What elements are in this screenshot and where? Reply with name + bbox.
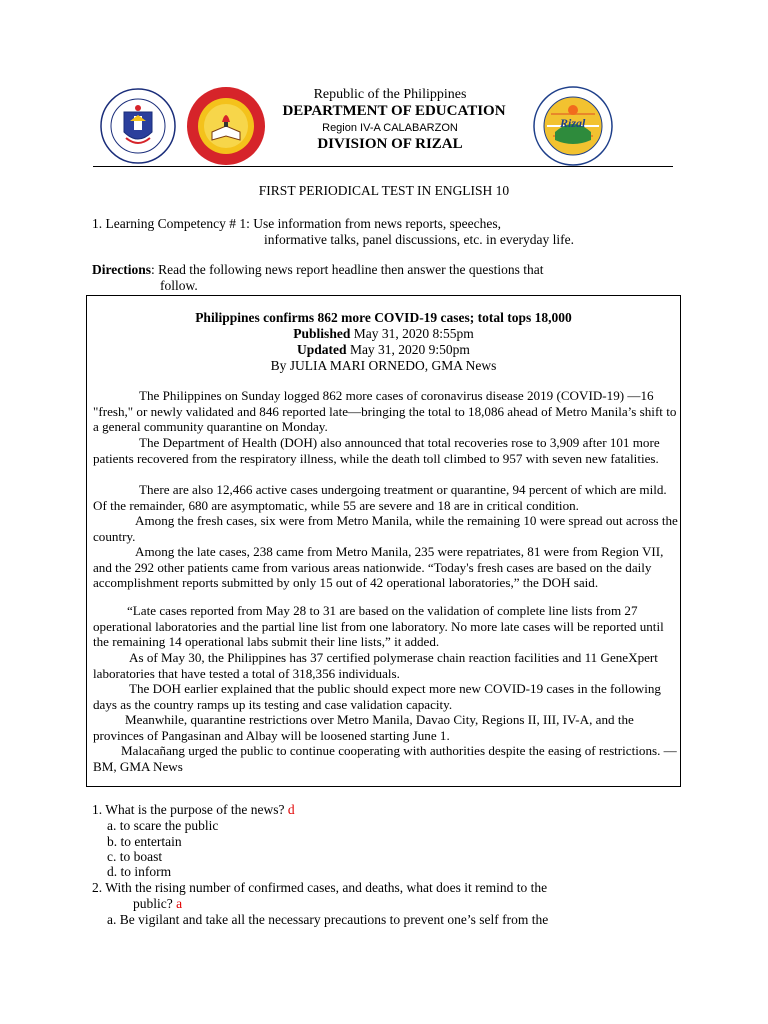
byline: By JULIA MARI ORNEDO, GMA News bbox=[270, 358, 497, 373]
learning-competency-line1: 1. Learning Competency # 1: Use information from news reports, speeches, bbox=[92, 216, 502, 231]
question-2-option-a: a. Be vigilant and take all the necessary precautions to prevent one’s self from the bbox=[107, 912, 549, 927]
published-line bbox=[87, 326, 680, 342]
question-2-answer: a bbox=[176, 896, 183, 911]
question-2-line1: 2. With the rising number of confirmed cases, and deaths, what does it remind to the bbox=[92, 880, 548, 895]
question-1-answer: d bbox=[287, 802, 295, 817]
directions-text: : Read the following news report headline then answer the questions that bbox=[151, 262, 544, 277]
updated-value: May 31, 2020 9:50pm bbox=[346, 342, 470, 357]
question-2-line2 bbox=[133, 896, 182, 912]
news-paragraph: Malacañang urged the public to continue cooperating with authorities despite the easing of restrictions. — BM, GMA News bbox=[93, 743, 677, 774]
question-1-option-c: c. to boast bbox=[107, 849, 163, 864]
news-paragraph: There are also 12,466 active cases undergoing treatment or quarantine, 94 percent of which are mild. Of the remainder, 680 are asymptomatic, while 55 are severe and 18 are in critical condition. bbox=[93, 482, 667, 513]
division-rizal-seal-logo bbox=[533, 86, 613, 166]
deped-seal-logo bbox=[100, 88, 176, 164]
news-paragraph: As of May 30, the Philippines has 37 certified polymerase chain reaction facilities and 11 GeneXpert laboratories that have tested a total of 318,356 individuals. bbox=[93, 650, 658, 681]
rizal-seal-text: Rizal bbox=[560, 116, 586, 130]
directions bbox=[92, 262, 544, 278]
news-headline: Philippines confirms 862 more COVID-19 cases; total tops 18,000 bbox=[195, 310, 572, 325]
question-1-option-a: a. to scare the public bbox=[107, 818, 219, 833]
news-paragraph: The Philippines on Sunday logged 862 more cases of coronavirus disease 2019 (COVID-19) —16 "fresh," or newly validated and 846 reported late—bringing the total to 18,086 ahead of Metro Manila’s shift to a general community quarantine on Monday. bbox=[93, 388, 677, 435]
news-paragraph: The DOH earlier explained that the public should expect more new COVID-19 cases in the following days as the country ramps up its testing and case validation capacity. bbox=[93, 681, 661, 712]
question-1 bbox=[92, 802, 295, 818]
region-seal-logo bbox=[186, 86, 266, 166]
news-paragraph: “Late cases reported from May 28 to 31 are based on the validation of complete line lists from 27 operational laboratories and the partial line list from one laboratory. No more late cases will be reported until the remaining 14 operational labs submit their line lists,” it added. bbox=[93, 603, 664, 650]
news-paragraph: Meanwhile, quarantine restrictions over Metro Manila, Davao City, Regions II, III, IV-A, and the provinces of Pangasinan and Albay will be loosened starting June 1. bbox=[93, 712, 634, 743]
updated-label: Updated bbox=[297, 342, 347, 357]
published-value: May 31, 2020 8:55pm bbox=[350, 326, 474, 341]
department-title: DEPARTMENT OF EDUCATION bbox=[282, 103, 506, 119]
question-1-text: 1. What is the purpose of the news? bbox=[92, 802, 288, 817]
question-1-option-b: b. to entertain bbox=[107, 834, 182, 849]
news-report-box bbox=[86, 295, 681, 787]
republic-line: Republic of the Philippines bbox=[313, 87, 467, 102]
test-title: FIRST PERIODICAL TEST IN ENGLISH 10 bbox=[258, 183, 510, 198]
learning-competency-line2: informative talks, panel discussions, etc. in everyday life. bbox=[264, 232, 575, 247]
directions-label: Directions bbox=[92, 262, 151, 277]
region-line: Region IV-A CALABARZON bbox=[322, 122, 458, 134]
header-divider bbox=[93, 166, 673, 167]
news-paragraph: The Department of Health (DOH) also announced that total recoveries rose to 3,909 after 101 more patients recovered from the respiratory illness, while the death toll climbed to 957 with seven new fatalities. bbox=[93, 435, 660, 466]
question-1-option-d: d. to inform bbox=[107, 864, 172, 879]
news-paragraph: Among the fresh cases, six were from Metro Manila, while the remaining 10 were spread out across the country. bbox=[93, 513, 678, 544]
news-paragraph: Among the late cases, 238 came from Metro Manila, 235 were repatriates, 81 were from Region VII, and the 292 other patients came from various areas nationwide. “Today's fresh cases are based on the daily accomplishment reports submitted by only 15 out of 42 operational laboratories,” the DOH said. bbox=[93, 544, 664, 591]
division-title: DIVISION OF RIZAL bbox=[317, 136, 463, 152]
published-label: Published bbox=[293, 326, 351, 341]
question-2-text: public? bbox=[133, 896, 177, 911]
updated-line bbox=[87, 342, 680, 358]
directions-continuation: follow. bbox=[160, 278, 198, 293]
